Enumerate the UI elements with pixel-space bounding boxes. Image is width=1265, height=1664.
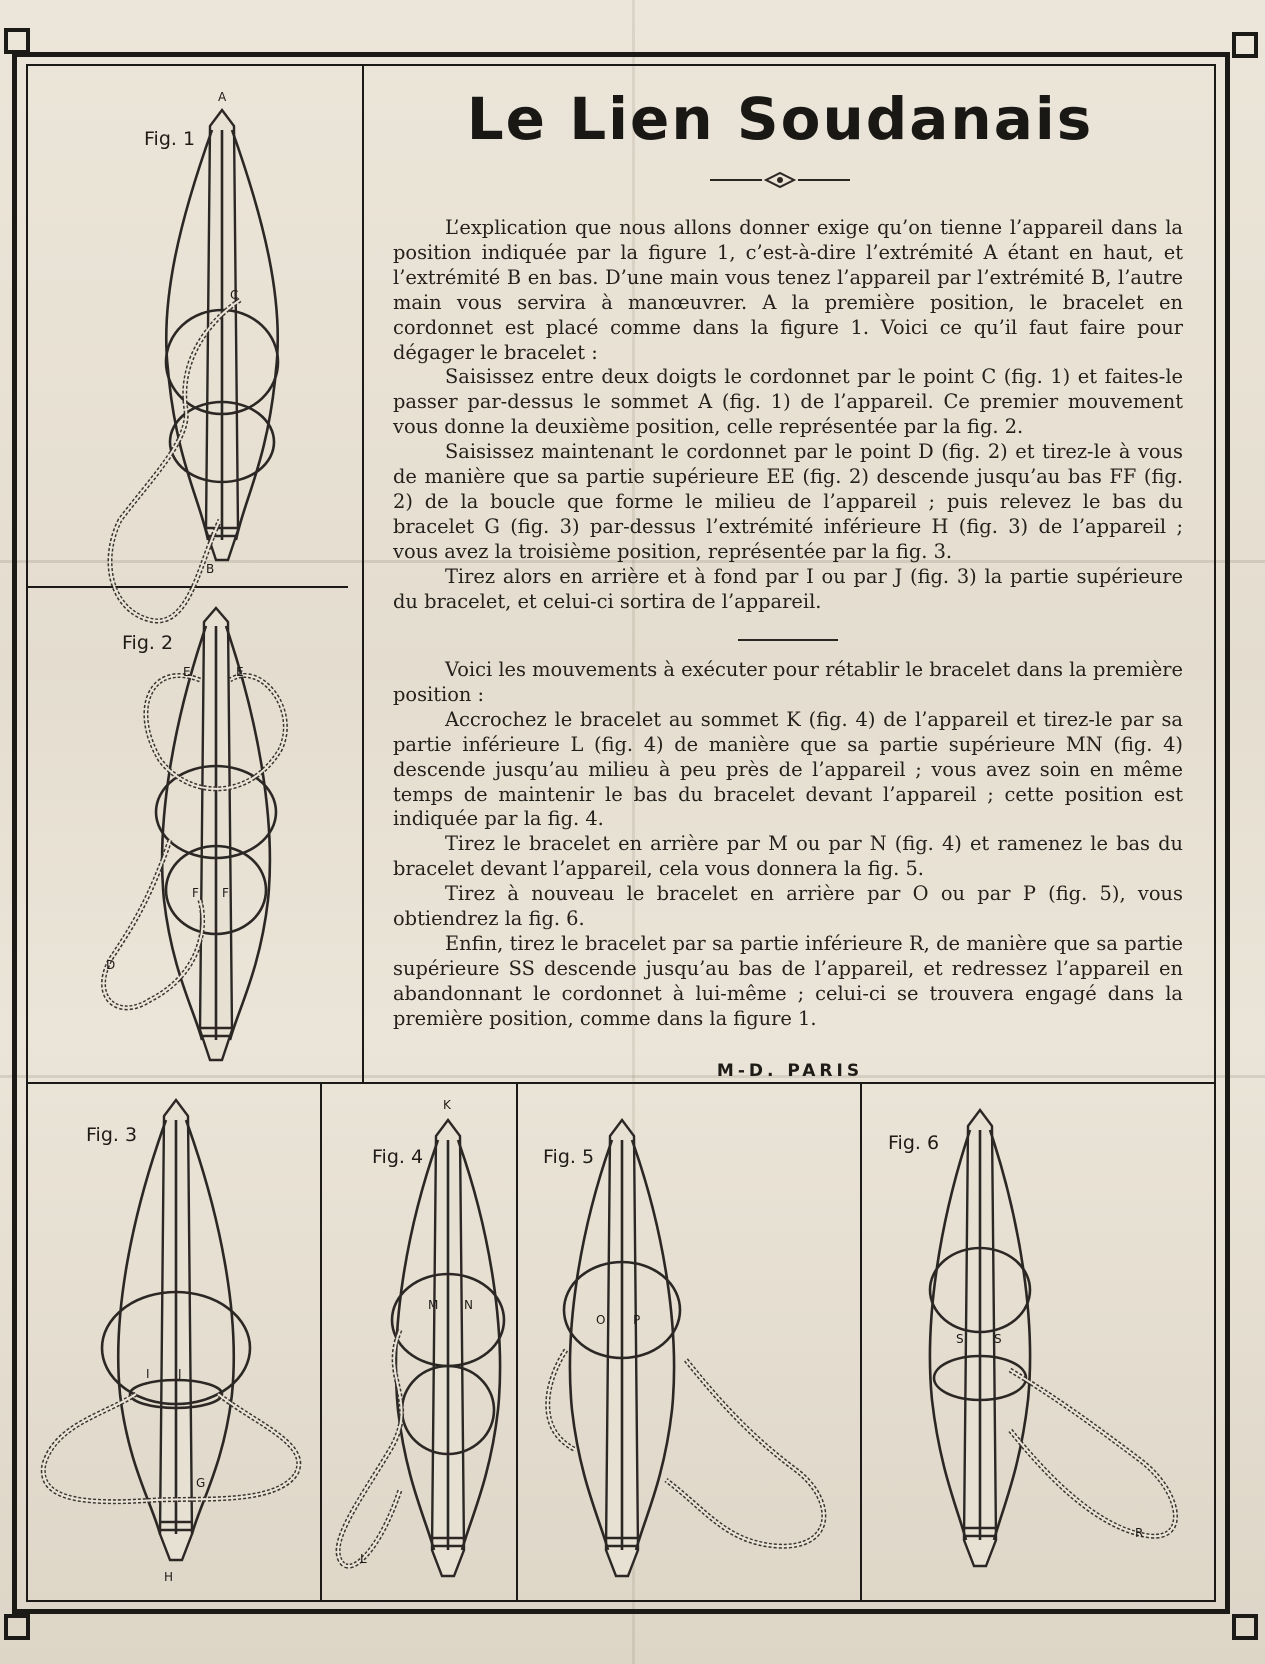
title-ornament-icon (710, 170, 850, 190)
point-label: D (106, 958, 116, 972)
point-label: I (146, 1367, 150, 1381)
publisher-signature: M-D. PARIS (716, 1061, 864, 1081)
fig2-diagram (90, 600, 310, 1070)
point-label: N (464, 1298, 473, 1312)
fig1-label: Fig. 1 (144, 128, 196, 150)
point-label: L (360, 1552, 367, 1566)
point-label: H (164, 1570, 174, 1584)
corner-ornament (1232, 1614, 1258, 1640)
point-label: A (218, 90, 227, 104)
paragraph: L’explication que nous allons donner exige qu’on tienne l’appareil dans la position indiquée par la figure 1, c’est-à-dire l’extrémité A étant en haut, et l’extrémité B en bas. D’une main vous tenez l’appareil par l’extrémité B, l’autre main vous servira à manœuvrer. A la première position, le bracelet en cordonnet est placé comme dans la figure 1. Voici ce qu’il faut faire pour dégager le bracelet : (393, 216, 1183, 364)
point-label: G (196, 1476, 206, 1490)
point-label: K (443, 1098, 451, 1112)
paragraph: Tirez à nouveau le bracelet en arrière par O ou par P (fig. 5), vous obtiendrez la fig. 6. (393, 882, 1183, 931)
corner-ornament (1232, 32, 1258, 58)
paragraph-separator (738, 639, 838, 641)
fig4-diagram (330, 1110, 520, 1580)
point-label: B (206, 562, 215, 576)
instructions-dismantle (393, 216, 1183, 615)
corner-ornament (4, 28, 30, 54)
fig1-diagram (90, 100, 290, 570)
point-label: O (596, 1313, 606, 1327)
point-label: C (230, 288, 239, 302)
fig3-label: Fig. 3 (86, 1124, 138, 1146)
paragraph: Voici les mouvements à exécuter pour rétablir le bracelet dans la première position : (393, 658, 1183, 706)
fig6-diagram (900, 1100, 1200, 1570)
figure-divider (860, 1084, 862, 1602)
column-divider (362, 64, 364, 1084)
figure-divider (320, 1084, 322, 1602)
point-label: S (956, 1332, 964, 1346)
point-label: J (178, 1367, 182, 1381)
point-label: E (183, 665, 191, 679)
fig5-diagram (536, 1110, 856, 1580)
paragraph: Tirez le bracelet en arrière par M ou par N (fig. 4) et ramenez le bas du bracelet devant l’appareil, cela vous donnera la fig. 5. (393, 832, 1183, 881)
fig4-label: Fig. 4 (372, 1146, 424, 1168)
point-label: F (222, 886, 229, 900)
point-label: R (1135, 1526, 1144, 1540)
point-label: E (236, 665, 244, 679)
fig5-label: Fig. 5 (543, 1146, 595, 1168)
point-label: S (994, 1332, 1002, 1346)
corner-ornament (4, 1614, 30, 1640)
point-label: P (633, 1313, 641, 1327)
fig6-label: Fig. 6 (888, 1132, 940, 1154)
page-title: Le Lien Soudanais (466, 85, 1094, 153)
paragraph: Accrochez le bracelet au sommet K (fig. 4) de l’appareil et tirez-le par sa partie inférieure L (fig. 4) de manière que sa partie supérieure MN (fig. 4) descende jusqu’au milieu à peu près de l’appareil ; vous avez soin en même temps de maintenir le bas du bracelet devant l’appareil ; cette position est indiquée par la fig. 4. (393, 707, 1183, 831)
section-divider (26, 1082, 1216, 1084)
paragraph: Saisissez maintenant le cordonnet par le point D (fig. 2) et tirez-le à vous de manière que sa partie supérieure EE (fig. 2) descende jusqu’au bas FF (fig. 2) de la boucle que forme le milieu de l’appareil ; puis relevez le bas du bracelet G (fig. 3) par-dessus l’extrémité inférieure H (fig. 3) de l’appareil ; vous avez la troisième position, représentée par la fig. 3. (393, 440, 1183, 563)
paragraph: Enfin, tirez le bracelet par sa partie inférieure R, de manière que sa partie supérieure SS descende jusqu’au bas de l’appareil, et redressez l’appareil en abandonnant le cordonnet à lui-même ; celui-ci se trouvera engagé dans la première position, comme dans la figure 1. (393, 931, 1183, 1030)
fig2-label: Fig. 2 (122, 632, 174, 654)
paragraph: Tirez alors en arrière et à fond par I ou par J (fig. 3) la partie supérieure du bracelet, et celui-ci sortira de l’appareil. (393, 564, 1183, 613)
paragraph: Saisissez entre deux doigts le cordonnet par le point C (fig. 1) et faites-le passer par-dessus le sommet A (fig. 1) de l’appareil. Ce premier mouvement vous donne la deuxième position, celle représentée par la fig. 2. (393, 365, 1183, 439)
instructions-reassemble (393, 658, 1183, 1032)
figure-divider (26, 586, 348, 588)
point-label: F (192, 886, 199, 900)
point-label: M (428, 1298, 439, 1312)
fig3-diagram (36, 1094, 316, 1564)
